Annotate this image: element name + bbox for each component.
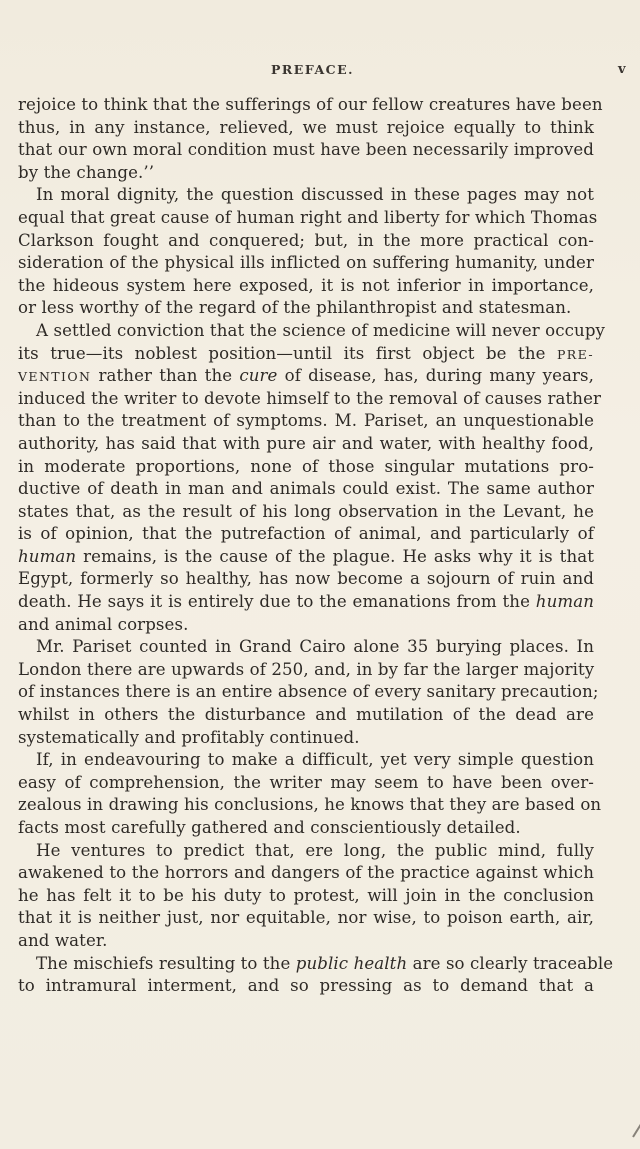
- text-segment: its true—its noblest position—until its first object be the: [18, 343, 546, 363]
- running-head: [0, 62, 640, 82]
- text-line: he has felt it to be his duty to protest, will join in the conclusion: [18, 885, 594, 905]
- text-line: in moderate proportions, none of those singular mutations pro-: [18, 456, 594, 476]
- text-line: is of opinion, that the putrefaction of animal, and particularly of: [18, 524, 594, 544]
- emphasis-prevention-a: PRE-: [556, 346, 594, 362]
- text-line: to intramural interment, and so pressing as to demand that a: [18, 976, 594, 996]
- text-line: [18, 953, 614, 976]
- text-line: equal that great cause of human right and liberty for which Thomas: [18, 207, 598, 227]
- text-segment: remains, is the cause of the plague. He asks why it is that: [83, 546, 594, 566]
- body-text: [18, 94, 614, 998]
- text-line: [18, 591, 594, 614]
- text-line: thus, in any instance, relieved, we must rejoice equally to think: [18, 117, 594, 137]
- emphasis-human: human: [18, 546, 77, 566]
- text-line: facts most carefully gathered and conscientiously detailed.: [18, 818, 521, 837]
- text-line: the hideous system here exposed, it is not inferior in importance,: [18, 275, 594, 295]
- text-segment: are so clearly traceable: [412, 953, 614, 973]
- text-line: If, in endeavouring to make a difficult, yet very simple question: [36, 750, 594, 770]
- text-line: than to the treatment of symptoms. M. Pariset, an unquestionable: [18, 411, 594, 431]
- emphasis-prevention-b: VENTION: [18, 369, 92, 385]
- text-segment: rather than the: [98, 366, 233, 386]
- text-line: A settled conviction that the science of medicine will never occupy: [36, 320, 606, 340]
- text-line: easy of comprehension, the writer may seem to have been over-: [18, 772, 594, 792]
- text-line: [18, 343, 594, 366]
- text-line: zealous in drawing his conclusions, he knows that they are based on: [18, 795, 602, 815]
- text-segment: death. He says it is entirely due to the emanations from the: [18, 592, 530, 612]
- text-line: [18, 365, 594, 388]
- text-line: induced the writer to devote himself to the removal of causes rather: [18, 388, 602, 408]
- text-line: Egypt, formerly so healthy, has now become a sojourn of ruin and: [18, 569, 594, 589]
- text-line: He ventures to predict that, ere long, the public mind, fully: [36, 840, 594, 860]
- page-edge-mark: [632, 1104, 640, 1137]
- text-segment: of disease, has, during many years,: [284, 366, 595, 386]
- emphasis-cure: cure: [239, 366, 278, 386]
- text-line: systematically and profitably continued.: [18, 727, 360, 747]
- page-number: v: [618, 62, 626, 77]
- text-segment: The mischiefs resulting to the: [36, 953, 291, 973]
- text-line: awakened to the horrors and dangers of the practice against which: [18, 863, 594, 883]
- text-line: In moral dignity, the question discussed in these pages may not: [36, 185, 594, 205]
- text-line: that our own moral condition must have been necessarily improved: [18, 140, 594, 160]
- text-line: authority, has said that with pure air and water, with healthy food,: [18, 433, 594, 453]
- text-line: whilst in others the disturbance and mutilation of the dead are: [18, 705, 594, 725]
- text-line: or less worthy of the regard of the philanthropist and statesman.: [18, 298, 572, 318]
- text-line: Clarkson fought and conquered; but, in the more practical con-: [18, 230, 594, 250]
- text-line: ductive of death in man and animals could exist. The same author: [18, 479, 594, 499]
- text-line: that it is neither just, nor equitable, nor wise, to poison earth, air,: [18, 908, 594, 928]
- running-title: PREFACE.: [271, 62, 354, 77]
- text-line: rejoice to think that the sufferings of our fellow creatures have been: [18, 95, 603, 114]
- text-line: and animal corpses.: [18, 614, 189, 634]
- text-line: and water.: [18, 930, 108, 950]
- text-line: by the change.’’: [18, 162, 155, 182]
- emphasis-public-health: public health: [295, 953, 408, 973]
- text-line: sideration of the physical ills inflicted on suffering humanity, under: [18, 253, 594, 273]
- text-line: states that, as the result of his long observation in the Levant, he: [18, 501, 594, 521]
- emphasis-human: human: [535, 592, 594, 612]
- text-line: [18, 546, 594, 569]
- text-line: London there are upwards of 250, and, in by far the larger majority: [18, 659, 595, 679]
- text-line: Mr. Pariset counted in Grand Cairo alone 35 burying places. In: [36, 637, 594, 657]
- text-line: of instances there is an entire absence of every sanitary precaution;: [18, 682, 599, 702]
